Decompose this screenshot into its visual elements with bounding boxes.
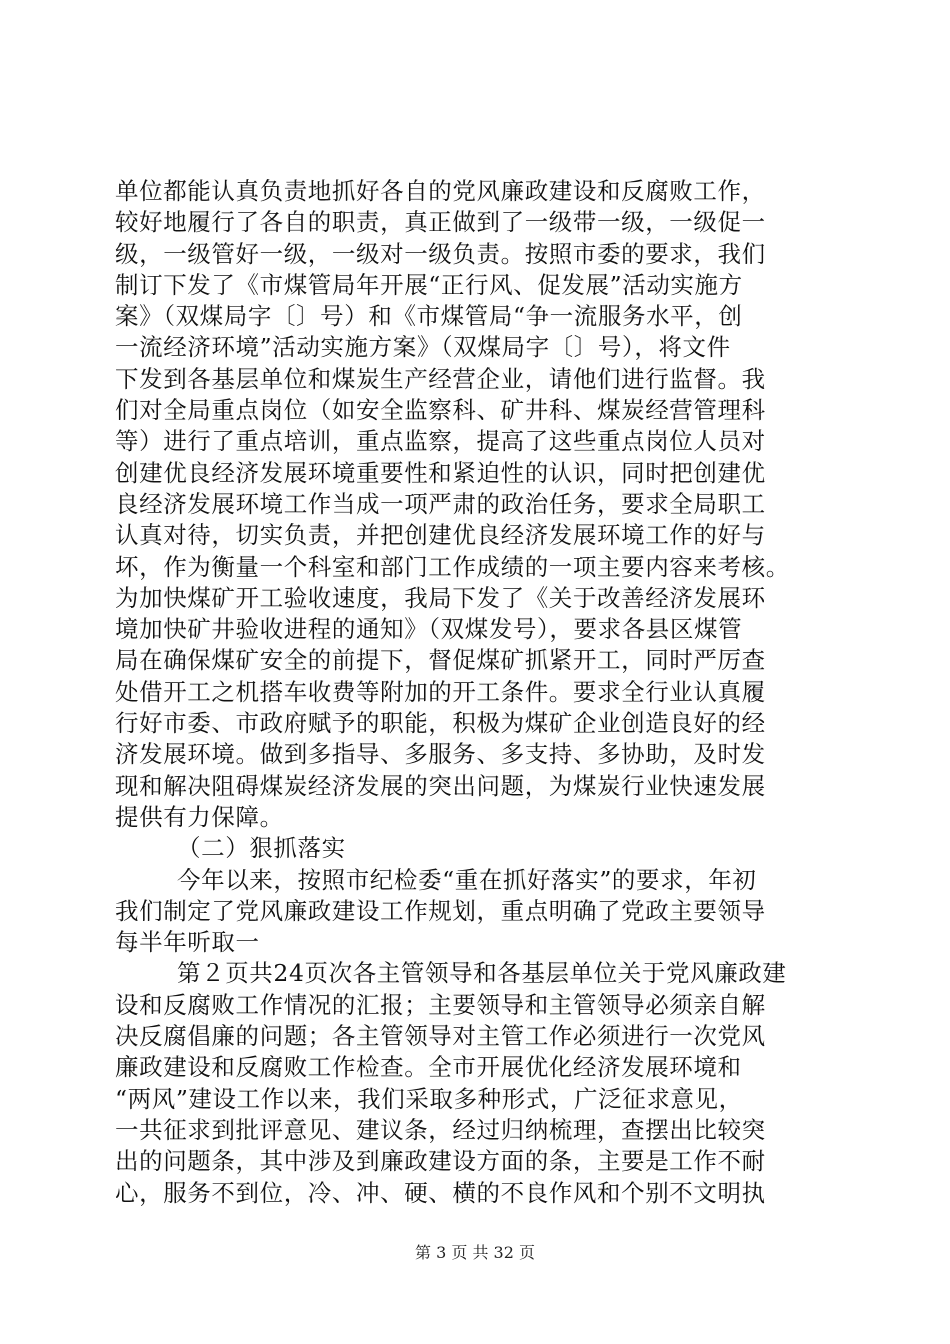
text-line: 设和反腐败工作情况的汇报；主要领导和主管领导必须亲自解	[115, 990, 766, 1019]
text-line: 一共征求到批评意见、建议条，经过归纳梳理，查摆出比较突	[115, 1115, 766, 1144]
text-line: 认真对待，切实负责，并把创建优良经济发展环境工作的好与	[115, 521, 766, 550]
text-line: 创建优良经济发展环境重要性和紧迫性的认识，同时把创建优	[115, 458, 766, 487]
text-line: 下发到各基层单位和煤炭生产经营企业，请他们进行监督。我	[115, 364, 766, 393]
text-line: 行好市委、市政府赋予的职能，积极为煤矿企业创造良好的经	[115, 709, 766, 738]
text-line: 决反腐倡廉的问题；各主管领导对主管工作必须进行一次党风	[115, 1022, 766, 1051]
text-line: “两风”建设工作以来，我们采取多种形式，广泛征求意见，	[115, 1084, 743, 1113]
body-text	[115, 176, 837, 1209]
text-line: 心，服务不到位，冷、冲、硬、横的不良作风和个别不文明执	[115, 1178, 766, 1207]
text-line: 级，一级管好一级，一级对一级负责。按照市委的要求，我们	[115, 239, 766, 268]
text-line: 提供有力保障。	[115, 802, 284, 831]
text-line: 现和解决阻碍煤炭经济发展的突出问题，为煤炭行业快速发展	[115, 771, 766, 800]
text-line: 等）进行了重点培训，重点监察，提高了这些重点岗位人员对	[115, 427, 766, 456]
text-line: 今年以来，按照市纪检委“重在抓好落实”的要求，年初	[177, 865, 757, 894]
text-line: 局在确保煤矿安全的前提下，督促煤矿抓紧开工，同时严厉查	[115, 646, 766, 675]
text-line: 单位都能认真负责地抓好各自的党风廉政建设和反腐败工作，	[115, 177, 766, 205]
text-line: 制订下发了《市煤管局年开展“正行风、促发展”活动实施方	[115, 270, 743, 299]
text-line: 每半年听取一	[115, 928, 260, 957]
text-line: 廉政建设和反腐败工作检查。全市开展优化经济发展环境和	[115, 1053, 742, 1082]
text-line: 为加快煤矿开工验收速度，我局下发了《关于改善经济发展环	[115, 583, 766, 612]
text-line: 第２页共24页次各主管领导和各基层单位关于党风廉政建	[177, 959, 787, 988]
text-line: 坏，作为衡量一个科室和部门工作成绩的一项主要内容来考核。	[115, 552, 790, 581]
text-line: 我们制定了党风廉政建设工作规划，重点明确了党政主要领导	[115, 896, 766, 925]
page-footer: 第 3 页 共 32 页	[415, 1243, 535, 1262]
text-line: 良经济发展环境工作当成一项严肃的政治任务，要求全局职工	[115, 489, 766, 518]
text-line: 们对全局重点岗位（如安全监察科、矿井科、煤炭经营管理科	[115, 396, 766, 425]
text-line: 案》（双煤局字〔〕号）和《市煤管局“争一流服务水平，创	[115, 302, 743, 331]
text-line: 处借开工之机搭车收费等附加的开工条件。要求全行业认真履	[115, 677, 766, 706]
section-heading: （二）狠抓落实	[177, 834, 346, 863]
text-line: 出的问题条，其中涉及到廉政建设方面的条，主要是工作不耐	[115, 1147, 766, 1176]
text-line: 一流经济环境”活动实施方案》（双煤局字〔〕号），将文件	[115, 333, 731, 362]
text-line: 济发展环境。做到多指导、多服务、多支持、多协助，及时发	[115, 740, 766, 769]
text-line: 较好地履行了各自的职责，真正做到了一级带一级，一级促一	[115, 208, 766, 237]
text-line: 境加快矿井验收进程的通知》（双煤发号），要求各县区煤管	[115, 615, 743, 644]
